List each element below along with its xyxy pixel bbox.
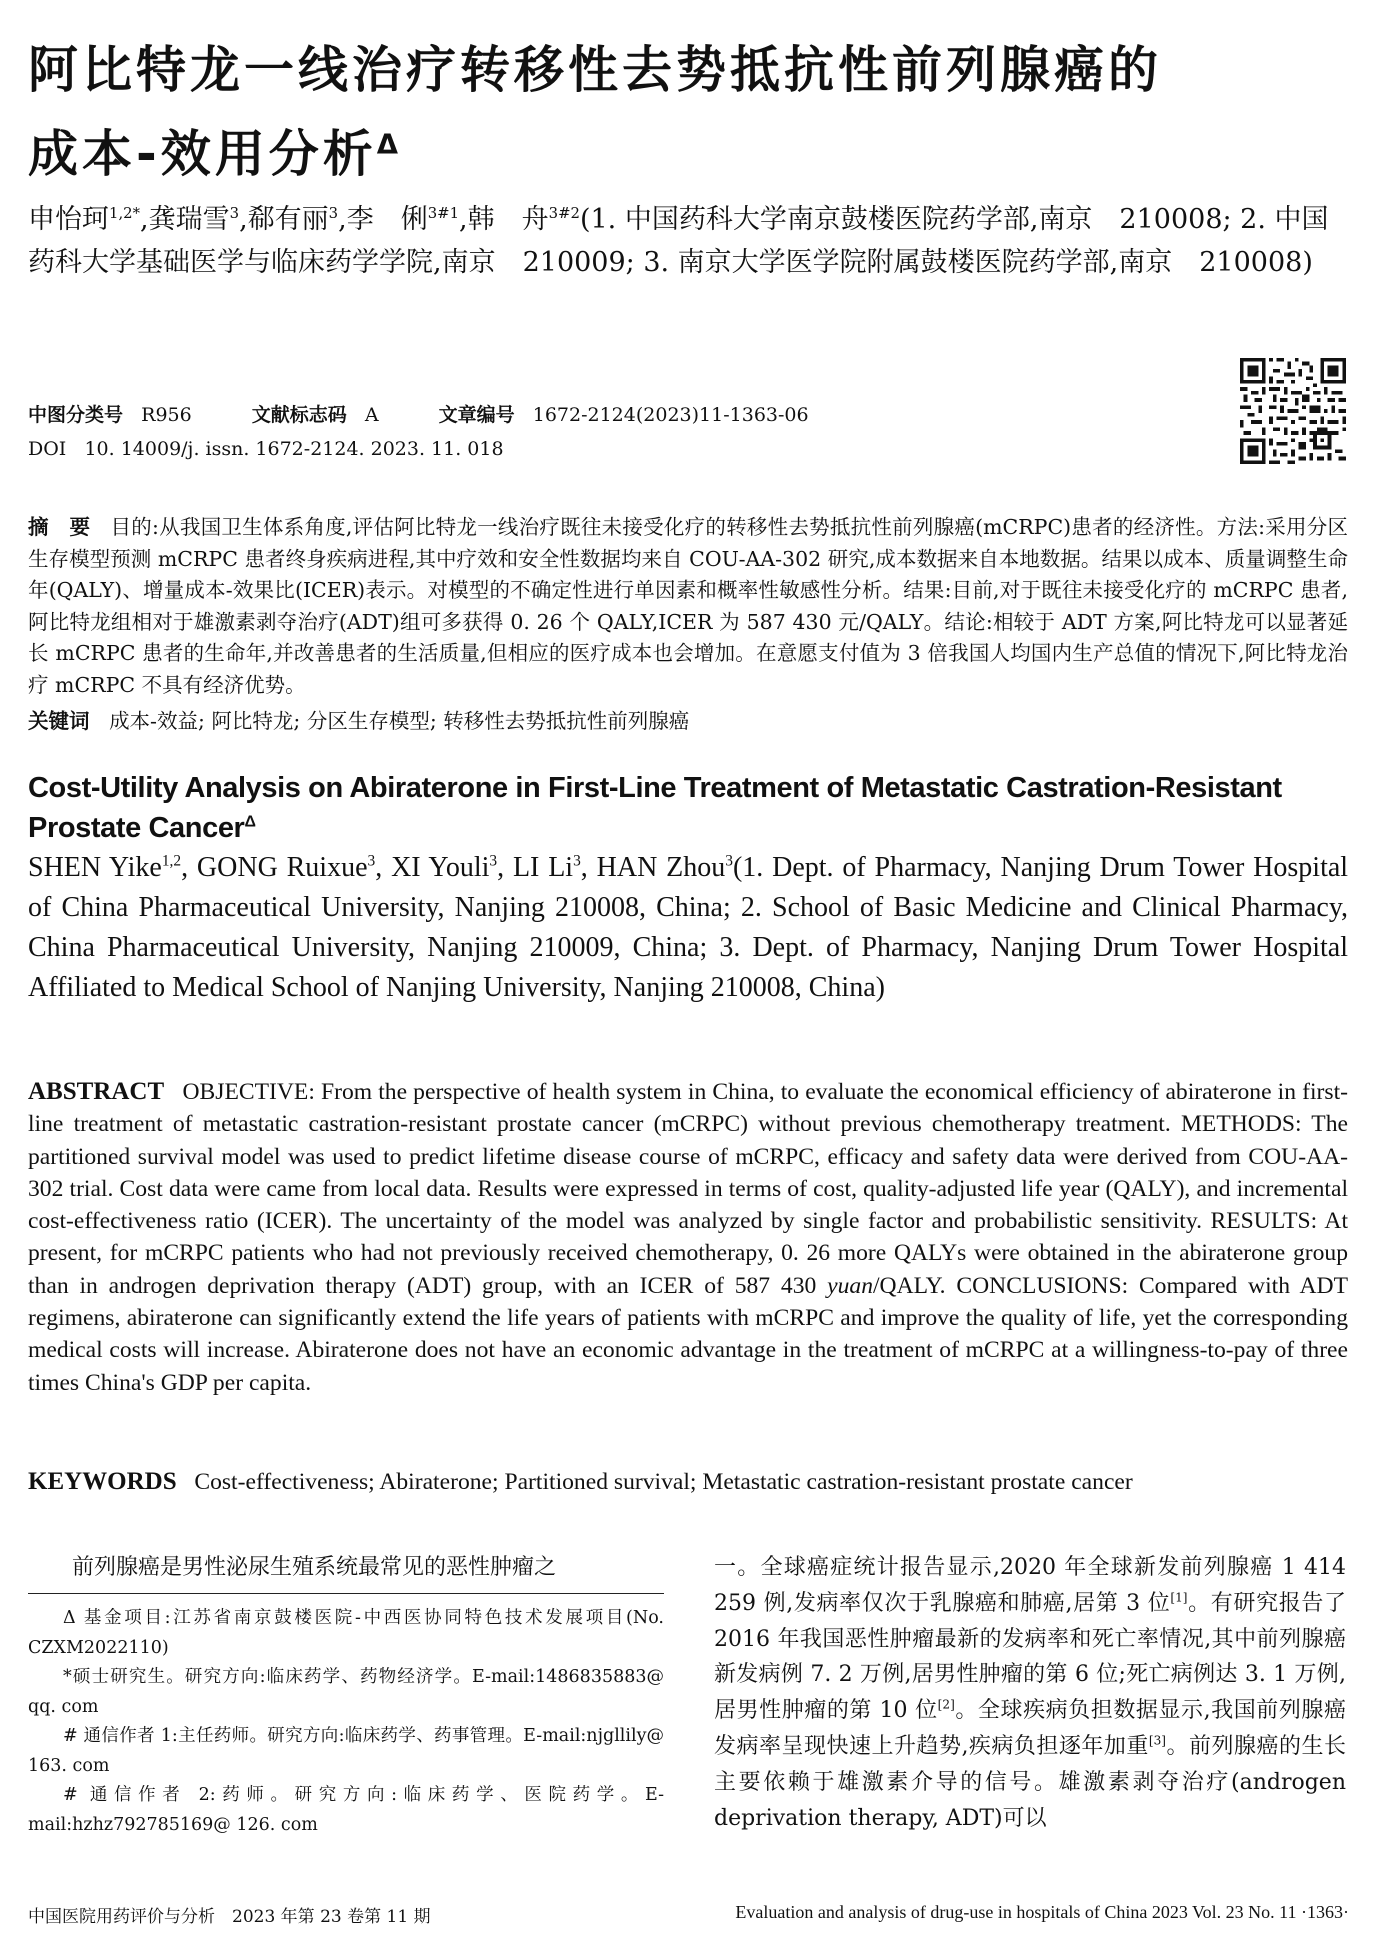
author-zh-5: 韩 舟 [467, 204, 549, 235]
abstract-en [28, 1076, 1348, 1399]
body-col2 [714, 1550, 1346, 1836]
body-col1-text: 前列腺癌是男性泌尿生殖系统最常见的恶性肿瘤之 [72, 1555, 557, 1580]
keywords-en-label: KEYWORDS [28, 1468, 177, 1495]
author-en-4: LI Li [512, 852, 574, 883]
title-en [28, 768, 1348, 848]
author-en-3-sup: 3 [489, 852, 498, 870]
author-zh-4: 李 俐 [346, 204, 428, 235]
title-zh-mark: Δ [376, 128, 403, 161]
author-en-1: SHEN Yike [28, 852, 162, 883]
clc-value: R956 [141, 404, 192, 426]
abstract-en-text-2: /QALY. CONCLUSIONS: Compared with ADT regimens, abiraterone can significantly extend the life years of patients with mCRPC and improve the quality of life, yet the corresponding medical costs will increase. Abiraterone does not have an economic advantage in the treatment of mCRPC at a willingness-to-pay of three times China's GDP per capita. [28, 1272, 1348, 1396]
abstract-zh-label: 摘 要 [28, 515, 91, 539]
body-col2-part-d: 。前列腺癌的生长主要依赖于雄激素介导的信号。雄激素剥夺治疗(androgen deprivation therapy, ADT)可以 [714, 1733, 1346, 1831]
abstract-en-label: ABSTRACT [28, 1078, 165, 1105]
affiliations-en: (1. Dept. of Pharmacy, Nanjing Drum Tower Hospital of China Pharmaceutical University, Nanjing 210008, China; 2. School of Basic Medicine and Clinical Pharmacy, China Pharmaceutical University, Nanjing 210009, China; 3. Dept. of Pharmacy, Nanjing Drum Tower Hospital Affiliated to Medical School of Nanjing University, Nanjing 210008, China) [28, 852, 1349, 1003]
footer-journal-en: Evaluation and analysis of drug-use in hospitals of China 2023 Vol. 23 No. 11 ·1363· [735, 1902, 1349, 1922]
author-zh-1: 申怡珂 [28, 204, 109, 235]
title-zh-line-2-text: 成本-效用分析 [28, 125, 377, 183]
abstract-zh [28, 512, 1348, 701]
footnote-corresponding-2: # 通信作者 2:药师。研究方向:临床药学、医院药学。E-mail:hzhz792785169@ 126. com [28, 1785, 664, 1835]
authors-zh: 申怡珂$^{1,2*}$,龚瑞雪$^3$,郗有丽$^3$,李 俐$^{3\#1}$,韩 舟$^{3\#2}$(1. 中国药科大学南京鼓楼医院药学部,南京 210008; 2. 中国药科大学基础医学与临床药学学院,南京 210009; 3. 南京大学医学院附属鼓楼医院药学部,南京 210008) [28, 204, 1329, 278]
keywords-en [28, 1468, 1348, 1496]
doccode-label: 文献标志码 [251, 404, 347, 426]
affiliations-zh: (1. 中国药科大学南京鼓楼医院药学部,南京 210008; 2. 中国药科大学基础医学与临床药学学院,南京 210009; 3. 南京大学医学院附属鼓楼医院药学部,南京 210008) [28, 204, 1329, 278]
ref-3: [3] [1148, 1733, 1167, 1748]
author-zh-5-sup: 3#2 [548, 204, 580, 222]
author-zh-1-sup: 1,2* [109, 204, 141, 222]
body-col2-part-c: 。全球疾病负担数据显示,我国前列腺癌发病率呈现快速上升趋势,疾病负担逐年加重 [714, 1698, 1346, 1759]
meta-line-2 [28, 438, 504, 460]
footnote-fund: Δ 基金项目:江苏省南京鼓楼医院-中西医协同特色技术发展项目(No. CZXM2022110) [28, 1608, 664, 1658]
authors-en: SHEN Yike$^{1,2}$, GONG Ruixue$^3$, XI Youli$^3$, LI Li$^3$, HAN Zhou$^3$(1. Dept. of Pharmacy, Nanjing Drum Tower Hospital of China Pharmaceutical University, Nanjing 210008, China; 2. School of Basic Medicine and Clinical Pharmacy, China Pharmaceutical University, Nanjing 210009, China; 3. Dept. of Pharmacy, Nanjing Drum Tower Hospital Affiliated to Medical School of Nanjing University, Nanjing 210008, China) [28, 852, 1349, 1003]
body-col2-part-b: 。有研究报告了 2016 年我国恶性肿瘤最新的发病率和死亡率情况,其中前列腺癌新发病例 7. 2 万例,居男性肿瘤的第 6 位;死亡病例达 3. 1 万例,居男性肿瘤的第 10 位 [714, 1590, 1346, 1724]
footnotes [28, 1604, 664, 1840]
author-en-2-sup: 3 [367, 852, 376, 870]
keywords-zh [28, 704, 1348, 734]
article-value: 1672-2124(2023)11-1363-06 [532, 404, 809, 426]
doi-value: 10. 14009/j. issn. 1672-2124. 2023. 11. 018 [84, 438, 504, 460]
body-col2-part-a: 一。全球癌症统计报告显示,2020 年全球新发前列腺癌 1 414 259 例,发病率仅次于乳腺癌和肺癌,居第 3 位 [714, 1555, 1346, 1616]
doccode-value: A [364, 404, 379, 426]
keywords-zh-text: 成本-效益; 阿比特龙; 分区生存模型; 转移性去势抵抗性前列腺癌 [109, 709, 690, 733]
abstract-zh-text: 目的:从我国卫生体系角度,评估阿比特龙一线治疗既往未接受化疗的转移性去势抵抗性前列腺癌(mCRPC)患者的经济性。方法:采用分区生存模型预测 mCRPC 患者终身疾病进程,其中疗效和安全性数据均来自 COU-AA-302 研究,成本数据来自本地数据。结果以成本、质量调整生命年(QALY)、增量成本-效果比(ICER)表示。对模型的不确定性进行单因素和概率性敏感性分析。结果:目前,对于既往未接受化疗的 mCRPC 患者,阿比特龙组相对于雄激素剥夺治疗(ADT)组可多获得 0. 26 个 QALY,ICER 为 587 430 元/QALY。结论:相较于 ADT 方案,阿比特龙可以显著延长 mCRPC 患者的生命年,并改善患者的生活质量,但相应的医疗成本也会增加。在意愿支付值为 3 倍我国人均国内生产总值的情况下,阿比特龙治疗 mCRPC 不具有经济优势。 [28, 515, 1348, 697]
abstract-en-unit: yuan [827, 1272, 873, 1299]
qr-code-icon [1240, 358, 1346, 464]
keywords-zh-label: 关键词 [28, 709, 90, 733]
author-zh-4-sup: 3#1 [427, 204, 460, 222]
author-en-2: GONG Ruixue [196, 852, 368, 883]
author-en-5: HAN Zhou [596, 852, 726, 883]
author-en-5-sup: 3 [725, 852, 733, 870]
footer-journal-zh: 中国医院用药评价与分析 2023 年第 23 卷第 11 期 [28, 1907, 431, 1927]
meta-line-1 [28, 400, 809, 427]
doi-label: DOI [28, 438, 67, 460]
clc-label: 中图分类号 [28, 404, 124, 426]
author-zh-2-sup: 3 [229, 204, 240, 222]
title-en-mark: Δ [244, 813, 256, 831]
author-en-3: XI Youli [391, 852, 490, 883]
body-col1 [28, 1550, 664, 1586]
abstract-en-text-1: OBJECTIVE: From the perspective of health system in China, to evaluate the economical efficiency of abiraterone in first-line treatment of metastatic castration-resistant prostate cancer (mCRPC) without previous chemotherapy treatment. METHODS: The partitioned survival model was used to predict lifetime disease course of mCRPC, efficacy and safety data were derived from COU-AA-302 trial. Cost data were came from local data. Results were expressed in terms of cost, quality-adjusted life year (QALY), and incremental cost-effectiveness ratio (ICER). The uncertainty of the model was analyzed by single factor and probabilistic sensitivity. RESULTS: At present, for mCRPC patients who had not previously received chemotherapy, 0. 26 more QALYs were obtained in the abiraterone group than in androgen deprivation therapy (ADT) group, with an ICER of 587 430 [28, 1079, 1348, 1299]
ref-2: [2] [937, 1697, 955, 1712]
author-zh-2: 龚瑞雪 [148, 204, 230, 235]
footnote-corresponding-1: # 通信作者 1:主任药师。研究方向:临床药学、药事管理。E-mail:njgllily@ 163. com [28, 1726, 664, 1776]
author-zh-3-sup: 3 [328, 204, 339, 222]
author-en-1-sup: 1,2 [161, 852, 182, 870]
title-zh-line-1: 阿比特龙一线治疗转移性去势抵抗性前列腺癌的 [28, 41, 1162, 99]
keywords-en-text: Cost-effectiveness; Abiraterone; Partitioned survival; Metastatic castration-resistant prostate cancer [194, 1469, 1133, 1495]
title-zh-line-2 [28, 112, 1348, 196]
ref-1: [1] [1170, 1590, 1188, 1605]
footnote-divider [28, 1593, 664, 1594]
title-zh [28, 28, 1348, 196]
footnote-first-author: *硕士研究生。研究方向:临床药学、药物经济学。E-mail:1486835883@ qq. com [28, 1667, 664, 1717]
article-label: 文章编号 [438, 404, 515, 426]
author-zh-3: 郗有丽 [247, 204, 329, 235]
title-en-text: Cost-Utility Analysis on Abiraterone in First-Line Treatment of Metastatic Castration-Resistant Prostate Cancer [28, 772, 1282, 844]
author-en-4-sup: 3 [573, 852, 581, 870]
